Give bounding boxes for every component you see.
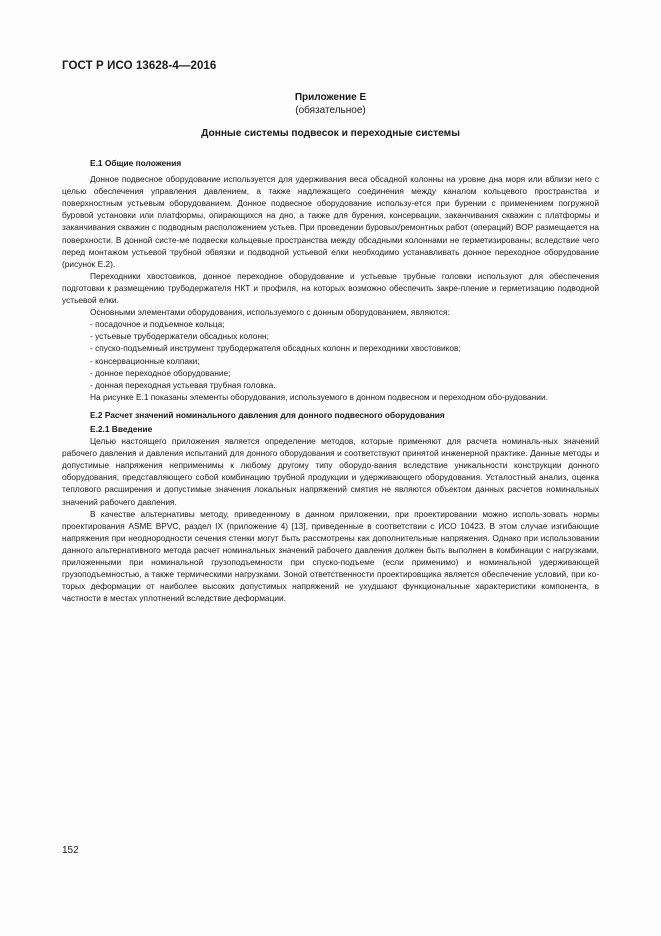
paragraph-e2-1-1: Целью настоящего приложения является определение методов, которые применяют для расчета номиналь-ных значений рабочего давления и давления испытаний для донного оборудования и соответствуют принятой инженерной практике. Данные методы и допустимые напряжения неприменимы к любому другому типу оборудо-вания вследствие уникальности конструкции донного оборудования, представляющего собой комбинацию трубной продукции и удерживающего оборудования. Усталостный анализ, оценка теплового расширения и допустимые значения локальных напряжений смятия не являются объектом данных расчетов номинальных значений рабочего давления.: [62, 436, 599, 507]
list-item: - донная переходная устьевая трубная головка.: [90, 379, 276, 390]
document-body: [62, 157, 599, 604]
equipment-list: [62, 318, 599, 391]
paragraph-e1-2: Переходники хвостовиков, донное переходное оборудование и устьевые трубные головки используют для обеспечения подготовки к размещению трубодержателя НКТ и профиля, на которых возможно обеспечить закре-пление и герметизацию подводной устьевой елки.: [62, 270, 599, 306]
annex-title: Приложение Е: [294, 92, 367, 103]
list-item: - спуско-подъемный инструмент трубодержателя обсадных колонн и переходники хвостовиков;: [90, 343, 461, 354]
list-item: - посадочное и подъемное кольца;: [90, 319, 225, 330]
page-number: 152: [62, 845, 79, 856]
paragraph-e1-1: Донное подвесное оборудование используется для удерживания веса обсадной колонны на уровне дна моря или вблизи него с целью обеспечения управления давлением, а также надлежащего соединения между каналом кольцевого пространства и поверхностным устьевым оборудованием. Донное подвесное оборудование использу-ется при бурении с применением погружной буровой установки или платформы, опирающихся на дно, а также для бурения, консервации, заканчивания скважин с платформы и заканчивания скважин с подводным расположением устьев. При проведении буровых/ремонтных работ (операций) ВОР размещается на поверхности. В донной систе-ме подвески кольцевые пространства между обсадными колоннами не герметизированы; вследствие чего перед монтажом устьевой трубной обвязки и подводной устьевой елки необходимо устанавливать донное переходное оборудование (рисунок Е.2).: [62, 174, 599, 269]
annex-title-block: [62, 91, 599, 117]
list-item: - устьевые трубодержатели обсадных колонн;: [90, 331, 269, 342]
annex-status: (обязательное): [295, 105, 366, 116]
paragraph-e2-1-2: В качестве альтернативы методу, приведенному в данном приложении, при проектировании можно исполь-зовать нормы проектирования ASME BPVC, раздел IX (приложение 4) [13], приведенные в соответствии с ИСО 10423. В этом случае изгибающие напряжения при неоднородности сечения стенки могут быть рассмотрены как дополнительные напряжения. Однако при использовании данного альтернативного метода расчет номинальных значений рабочего давления должен быть выполнен в комбинации с нагрузками, приложенными при номинальной грузоподъемности при спуско-подъеме (если применимо) и номинальной удерживающей грузоподъемностью, а также термическими нагрузками. Зоной ответственности проектировщика является обеспечение условий, при ко-торых деформации от наиболее высоких допустимых напряжений не ухудшают функциональные характеристики компонента, в частности в местах уплотнений вследствие деформации.: [62, 508, 599, 604]
annex-section-title: Донные системы подвесок и переходные системы: [201, 128, 460, 139]
list-item: - донное переходное оборудование;: [90, 367, 231, 378]
heading-e1: Е.1 Общие положения: [90, 158, 182, 168]
heading-e2-1: Е.2.1 Введение: [90, 423, 153, 434]
paragraph-e1-4: На рисунке Е.1 показаны элементы оборудования, используемого в донном подвесном и переходном обо-рудовании.: [90, 391, 548, 402]
list-item: - консервационные колпаки;: [90, 355, 200, 366]
document-header-id: ГОСТ Р ИСО 13628-4—2016: [62, 60, 217, 72]
paragraph-e1-3: Основными элементами оборудования, используемого с донным оборудованием, являются:: [90, 307, 450, 318]
heading-e2: Е.2 Расчет значений номинального давления для донного подвесного оборудования: [90, 409, 445, 420]
